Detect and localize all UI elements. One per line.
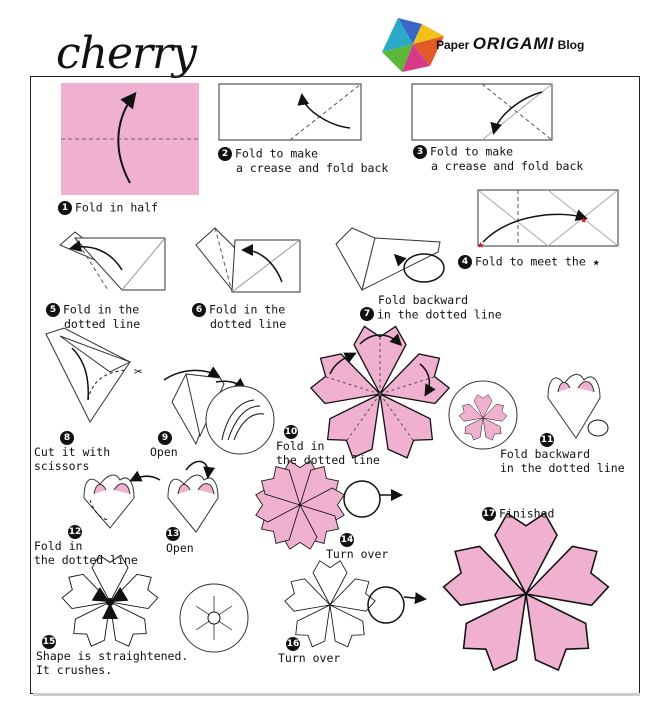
step-9-text: Open — [150, 444, 178, 459]
step-8-caption — [34, 430, 110, 473]
star-icon: ★ — [477, 237, 485, 251]
step-13-number: 13 — [166, 528, 180, 539]
step-3-text-2: a crease and fold back — [431, 158, 584, 173]
step-5-text: Fold in the — [63, 302, 140, 317]
step-2-text: Fold to make — [235, 146, 319, 161]
star-icon: ★ — [580, 212, 588, 226]
step5-paper — [60, 232, 165, 290]
step-2-text-2: a crease and fold back — [236, 160, 389, 175]
step-14-number: 14 — [340, 534, 354, 545]
scissors-icon: ✂ — [134, 364, 143, 380]
step-5-caption — [46, 302, 140, 331]
step-2-caption — [218, 146, 388, 175]
step-11-text: Fold backward — [500, 446, 591, 461]
step-5-number: 5 — [46, 303, 60, 317]
step-13-caption — [166, 526, 194, 555]
step2-paper — [219, 84, 361, 140]
step-4-number: 4 — [458, 255, 472, 269]
step-10-caption — [276, 424, 380, 467]
step-15-text: Shape is straightened. — [36, 648, 189, 663]
step-1-number: 1 — [58, 201, 72, 215]
step-7-number: 7 — [360, 307, 374, 321]
step-3-number: 3 — [413, 145, 427, 159]
step-2-number: 2 — [218, 147, 232, 161]
step-16-number: 16 — [286, 638, 300, 649]
step-7-text-2: in the dotted line — [377, 307, 502, 321]
step-12-text: Fold in — [34, 538, 83, 553]
brand-small-text: Paper — [436, 38, 470, 52]
step-9-caption — [150, 430, 178, 459]
step-3-text: Fold to make — [430, 144, 514, 159]
step-13-text: Open — [166, 540, 194, 555]
step-17-text: Finished — [499, 506, 555, 521]
step-9-number: 9 — [158, 431, 172, 445]
step-6-caption — [192, 302, 286, 331]
step-10-text-2: the dotted line — [276, 452, 380, 467]
step4-paper — [477, 190, 618, 251]
step-17-number: 17 — [482, 508, 496, 519]
step17-flower — [440, 513, 612, 677]
step-4-text: Fold to meet the ★ — [475, 254, 600, 269]
step6-paper — [196, 228, 300, 292]
page-title: cherry — [56, 28, 196, 79]
step13-shape — [132, 461, 218, 532]
step-6-text: Fold in the — [209, 302, 286, 317]
step-7-caption — [360, 292, 502, 321]
step-6-text-2: dotted line — [210, 316, 287, 331]
step-6-number: 6 — [192, 303, 206, 317]
step-14-text: Turn over — [326, 546, 389, 561]
brand-big-text: ORIGAMI — [472, 34, 555, 53]
step-4-caption — [458, 254, 600, 269]
step-15-text-2: It crushes. — [36, 662, 113, 677]
step-10-number: 10 — [284, 426, 298, 437]
step-11-number: 11 — [540, 434, 554, 445]
step-12-text-2: the dotted line — [34, 552, 138, 567]
step1-paper — [61, 83, 199, 195]
step-15-caption — [36, 634, 188, 677]
step-14-caption — [326, 532, 388, 561]
step-8-text: Cut it with — [34, 444, 111, 459]
step15-detail — [180, 584, 248, 652]
step-16-caption — [278, 636, 340, 665]
step11-shape — [548, 374, 608, 438]
step-17-caption — [482, 506, 554, 521]
step-1-text: Fold in half — [75, 200, 159, 215]
step-11-text-2: in the dotted line — [500, 460, 625, 475]
step-10-text: Fold in — [276, 438, 325, 453]
step-7-text: Fold backward — [378, 292, 469, 307]
step-8-text-2: scissors — [34, 458, 90, 473]
step-12-number: 12 — [68, 526, 82, 537]
step9-open — [164, 370, 274, 454]
step-3-caption — [413, 144, 583, 173]
step-5-text-2: dotted line — [64, 316, 141, 331]
step-12-caption — [34, 524, 138, 567]
step-16-text: Turn over — [278, 650, 341, 665]
step12-shape — [84, 475, 134, 528]
step-15-number: 15 — [42, 636, 56, 647]
step-8-number: 8 — [60, 431, 74, 445]
step7-paper — [336, 228, 444, 290]
step8-cone — [46, 328, 143, 422]
brand-tail-text: Blog — [557, 38, 585, 52]
step-11-caption — [500, 432, 625, 475]
step-1-caption — [58, 200, 158, 215]
step3-paper — [412, 84, 552, 140]
